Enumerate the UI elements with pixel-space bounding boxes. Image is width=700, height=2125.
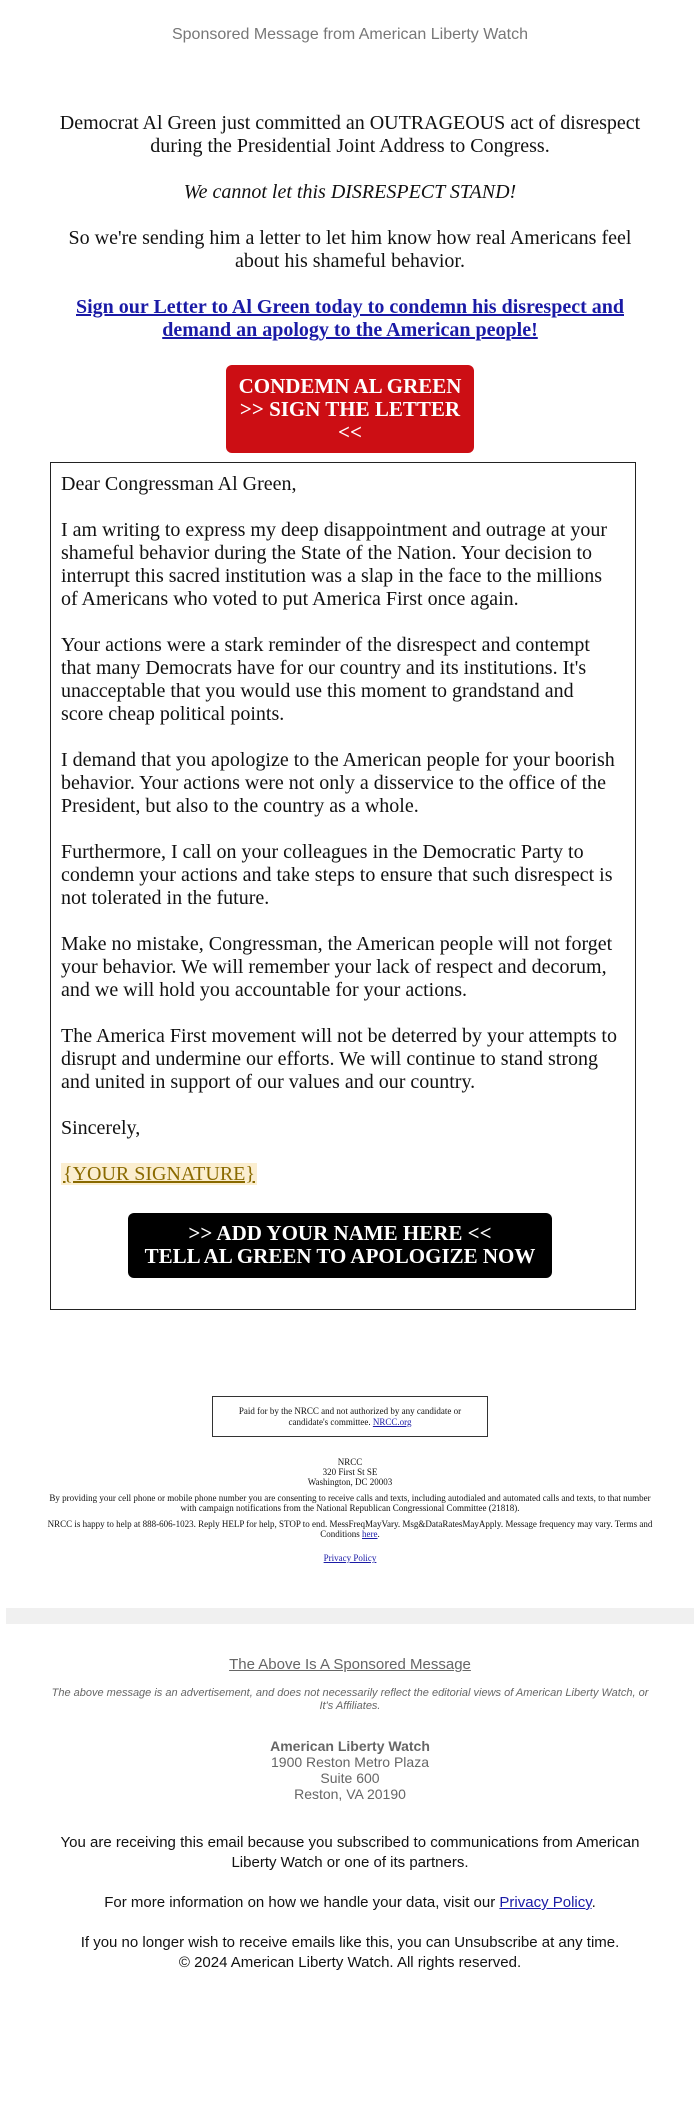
sign-letter-link[interactable]: Sign our Letter to Al Green today to condemn his disrespect and demand an apology to the American people! bbox=[76, 296, 624, 341]
letter-paragraph: Furthermore, I call on your colleagues in the Democratic Party to condemn your actions and take steps to ensure that such disrespect is not tolerated in the future. bbox=[61, 841, 613, 909]
letter-paragraph: Your actions were a stark reminder of the disrespect and contempt that many Democrats have for our country and its institutions. It's unacceptable that you would use this moment to grandstand and score cheap political points. bbox=[61, 634, 590, 725]
terms-here-link[interactable]: here bbox=[362, 1529, 378, 1539]
signature-placeholder[interactable]: {YOUR SIGNATURE} bbox=[63, 1163, 255, 1185]
org-name: American Liberty Watch bbox=[270, 1738, 430, 1754]
help-text-suffix: . bbox=[377, 1529, 380, 1539]
letter-paragraph: The America First movement will not be deterred by your attempts to disrupt and undermine our efforts. We will continue to stand strong and united in support of our values and our country. bbox=[61, 1025, 617, 1093]
sponsored-notice: The Above Is A Sponsored Message bbox=[229, 1656, 471, 1673]
add-name-line1: >> ADD YOUR NAME HERE << bbox=[188, 1221, 492, 1245]
org-suite: Suite 600 bbox=[320, 1770, 380, 1786]
consent-text: By providing your cell phone or mobile phone number you are consenting to receive calls and texts, including autodialed and automated calls and texts, to that number with campaign notifications from the National Republican Congressional Committee (21818). bbox=[49, 1493, 651, 1513]
data-notice-suffix: . bbox=[591, 1894, 596, 1911]
intro-paragraph-3: So we're sending him a letter to let him know how real Americans feel about his shameful behavior. bbox=[68, 227, 632, 272]
letter-salutation: Dear Congressman Al Green, bbox=[61, 473, 297, 495]
footer-text bbox=[50, 1833, 650, 1973]
org-city: Reston, VA 20190 bbox=[294, 1786, 406, 1802]
nrcc-street: 320 First St SE bbox=[322, 1467, 378, 1477]
help-text-prefix: NRCC is happy to help at 888-606-1023. Reply HELP for help, STOP to end. MessFreqMayVary. Msg&DataRatesMayApply. Message frequency may vary. Terms and Conditions bbox=[47, 1519, 653, 1539]
letter-paragraph: I demand that you apologize to the American people for your boorish behavior. Your actions were not only a disservice to the office of the President, but also to the country as a whole. bbox=[61, 749, 615, 817]
add-name-button[interactable] bbox=[128, 1213, 552, 1278]
paid-for-text: Paid for by the NRCC and not authorized by any candidate or candidate's committee. bbox=[238, 1406, 462, 1427]
sponsored-header: Sponsored Message from American Liberty Watch bbox=[171, 26, 528, 43]
unsubscribe-notice: If you no longer wish to receive emails like this, you can Unsubscribe at any time. bbox=[80, 1934, 620, 1951]
intro-section bbox=[55, 112, 645, 342]
disclaimer: The above message is an advertisement, and does not necessarily reflect the editorial views of American Liberty Watch, or It's Affiliates. bbox=[51, 1687, 649, 1712]
letter-box bbox=[50, 462, 636, 1310]
help-text bbox=[45, 1519, 655, 1539]
add-name-line2: TELL AL GREEN TO APOLOGIZE NOW bbox=[144, 1244, 536, 1268]
letter-closing: Sincerely, bbox=[61, 1117, 141, 1139]
intro-paragraph-1: Democrat Al Green just committed an OUTRAGEOUS act of disrespect during the Presidential Joint Address to Congress. bbox=[59, 112, 641, 157]
data-notice bbox=[50, 1893, 650, 1913]
privacy-policy-link[interactable]: Privacy Policy bbox=[499, 1894, 592, 1911]
intro-paragraph-2: We cannot let this DISRESPECT STAND! bbox=[183, 181, 517, 203]
condemn-sign-button[interactable] bbox=[226, 365, 474, 453]
footer bbox=[0, 1656, 700, 1973]
data-notice-prefix: For more information on how we handle your data, visit our bbox=[104, 1894, 496, 1911]
nrcc-privacy-link[interactable]: Privacy Policy bbox=[323, 1553, 377, 1563]
nrcc-city: Washington, DC 20003 bbox=[307, 1477, 393, 1487]
condemn-button-line2: >> SIGN THE LETTER << bbox=[239, 397, 461, 444]
receiving-notice: You are receiving this email because you subscribed to communications from American Liberty Watch or one of its partners. bbox=[60, 1834, 640, 1871]
org-street: 1900 Reston Metro Plaza bbox=[271, 1754, 429, 1770]
nrcc-address bbox=[0, 1457, 700, 1487]
nrcc-name: NRCC bbox=[337, 1457, 363, 1467]
nrcc-link[interactable]: NRCC.org bbox=[372, 1417, 412, 1427]
paid-for-box bbox=[212, 1396, 488, 1437]
org-address bbox=[0, 1738, 700, 1802]
copyright: © 2024 American Liberty Watch. All rights reserved. bbox=[178, 1954, 522, 1971]
condemn-button-line1: CONDEMN AL GREEN bbox=[238, 374, 462, 398]
divider-band bbox=[6, 1608, 694, 1624]
letter-paragraph: I am writing to express my deep disappointment and outrage at your shameful behavior during the State of the Nation. Your decision to interrupt this sacred institution was a slap in the face to the millions of Americans who voted to put America First once again. bbox=[61, 519, 607, 610]
letter-paragraph: Make no mistake, Congressman, the American people will not forget your behavior. We will remember your lack of respect and decorum, and we will hold you accountable for your actions. bbox=[61, 933, 613, 1001]
